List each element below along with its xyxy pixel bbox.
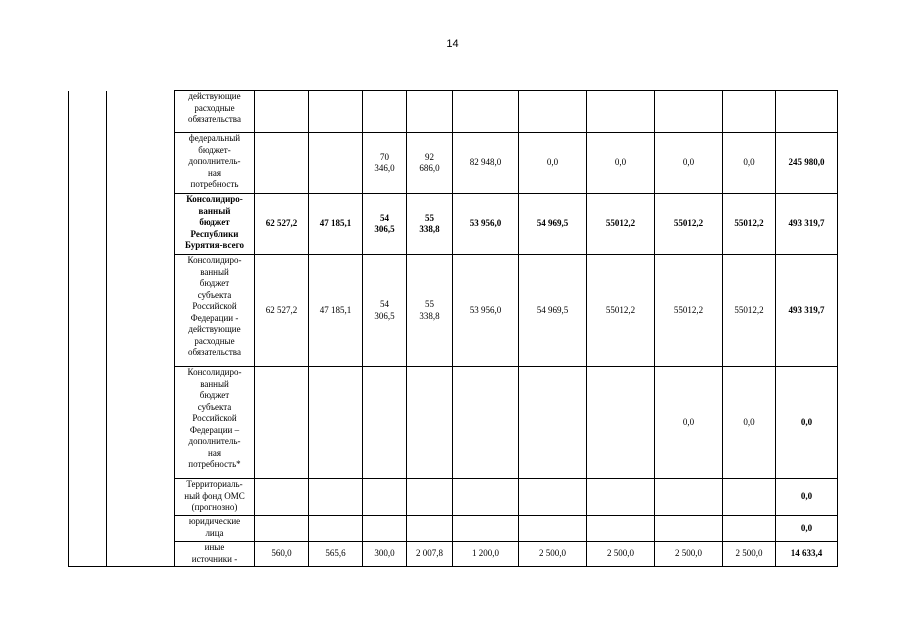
row-label: юридические лица [175, 516, 255, 542]
blank-column-cell [107, 91, 175, 567]
value-cell: 2 007,8 [407, 542, 453, 567]
value-cell: 0,0 [655, 133, 723, 194]
value-cell: 2 500,0 [587, 542, 655, 567]
value-cell [587, 516, 655, 542]
value-cell: 0,0 [519, 133, 587, 194]
value-cell: 54 969,5 [519, 255, 587, 367]
value-cell: 2 500,0 [723, 542, 776, 567]
value-cell: 300,0 [363, 542, 407, 567]
value-cell: 82 948,0 [453, 133, 519, 194]
table-row [69, 255, 838, 367]
row-label: Территориаль- ный фонд ОМС (прогнозно) [175, 479, 255, 516]
row-label: Консолидиро- ванный бюджет субъекта Российской Федерации – дополнитель- ная потребность* [175, 367, 255, 479]
value-cell [519, 516, 587, 542]
value-cell [519, 367, 587, 479]
value-cell: 55012,2 [723, 194, 776, 255]
row-label: Консолидиро- ванный бюджет субъекта Российской Федерации - действующие расходные обязательства [175, 255, 255, 367]
value-cell [309, 91, 363, 133]
value-cell: 54 969,5 [519, 194, 587, 255]
row-label: федеральный бюджет- дополнитель- ная потребность [175, 133, 255, 194]
value-cell [407, 479, 453, 516]
table-row [69, 542, 838, 567]
value-cell [255, 91, 309, 133]
table-row [69, 516, 838, 542]
row-label: иные источники - [175, 542, 255, 567]
row-label: действующие расходные обязательства [175, 91, 255, 133]
value-cell [363, 516, 407, 542]
value-cell: 0,0 [655, 367, 723, 479]
value-cell [255, 479, 309, 516]
total-cell: 0,0 [776, 516, 838, 542]
value-cell: 55012,2 [655, 255, 723, 367]
value-cell [723, 516, 776, 542]
value-cell [655, 91, 723, 133]
value-cell [309, 367, 363, 479]
value-cell [309, 516, 363, 542]
page-number: 14 [446, 38, 459, 50]
table-row [69, 194, 838, 255]
table-row [69, 479, 838, 516]
value-cell [407, 91, 453, 133]
table-row [69, 367, 838, 479]
value-cell [363, 367, 407, 479]
value-cell: 55 338,8 [407, 255, 453, 367]
value-cell [519, 91, 587, 133]
value-cell: 565,6 [309, 542, 363, 567]
value-cell: 0,0 [723, 133, 776, 194]
value-cell: 53 956,0 [453, 255, 519, 367]
value-cell: 70 346,0 [363, 133, 407, 194]
total-cell: 0,0 [776, 479, 838, 516]
total-cell: 493 319,7 [776, 255, 838, 367]
value-cell [309, 479, 363, 516]
value-cell: 2 500,0 [655, 542, 723, 567]
blank-column-cell [69, 91, 107, 567]
value-cell: 54 306,5 [363, 194, 407, 255]
value-cell [453, 91, 519, 133]
value-cell [453, 367, 519, 479]
value-cell: 47 185,1 [309, 194, 363, 255]
total-cell: 493 319,7 [776, 194, 838, 255]
value-cell: 62 527,2 [255, 255, 309, 367]
value-cell: 55012,2 [587, 194, 655, 255]
table-row [69, 133, 838, 194]
total-cell: 245 980,0 [776, 133, 838, 194]
value-cell: 55012,2 [723, 255, 776, 367]
total-cell [776, 91, 838, 133]
value-cell [453, 479, 519, 516]
table-row [69, 91, 838, 133]
value-cell: 0,0 [723, 367, 776, 479]
value-cell [407, 516, 453, 542]
value-cell [363, 479, 407, 516]
row-label: Консолидиро- ванный бюджет Республики Бурятия-всего [175, 194, 255, 255]
value-cell [519, 479, 587, 516]
value-cell [587, 479, 655, 516]
value-cell [255, 133, 309, 194]
value-cell [309, 133, 363, 194]
value-cell [363, 91, 407, 133]
value-cell [255, 367, 309, 479]
value-cell [655, 479, 723, 516]
value-cell: 53 956,0 [453, 194, 519, 255]
value-cell: 55012,2 [655, 194, 723, 255]
budget-table [68, 90, 838, 567]
value-cell: 47 185,1 [309, 255, 363, 367]
value-cell: 62 527,2 [255, 194, 309, 255]
value-cell: 55012,2 [587, 255, 655, 367]
value-cell: 2 500,0 [519, 542, 587, 567]
value-cell: 560,0 [255, 542, 309, 567]
value-cell: 92 686,0 [407, 133, 453, 194]
value-cell: 1 200,0 [453, 542, 519, 567]
value-cell [655, 516, 723, 542]
value-cell: 0,0 [587, 133, 655, 194]
value-cell: 55 338,8 [407, 194, 453, 255]
value-cell [453, 516, 519, 542]
total-cell: 14 633,4 [776, 542, 838, 567]
value-cell [255, 516, 309, 542]
value-cell [407, 367, 453, 479]
value-cell [587, 367, 655, 479]
value-cell: 54 306,5 [363, 255, 407, 367]
value-cell [723, 91, 776, 133]
value-cell [587, 91, 655, 133]
total-cell: 0,0 [776, 367, 838, 479]
value-cell [723, 479, 776, 516]
